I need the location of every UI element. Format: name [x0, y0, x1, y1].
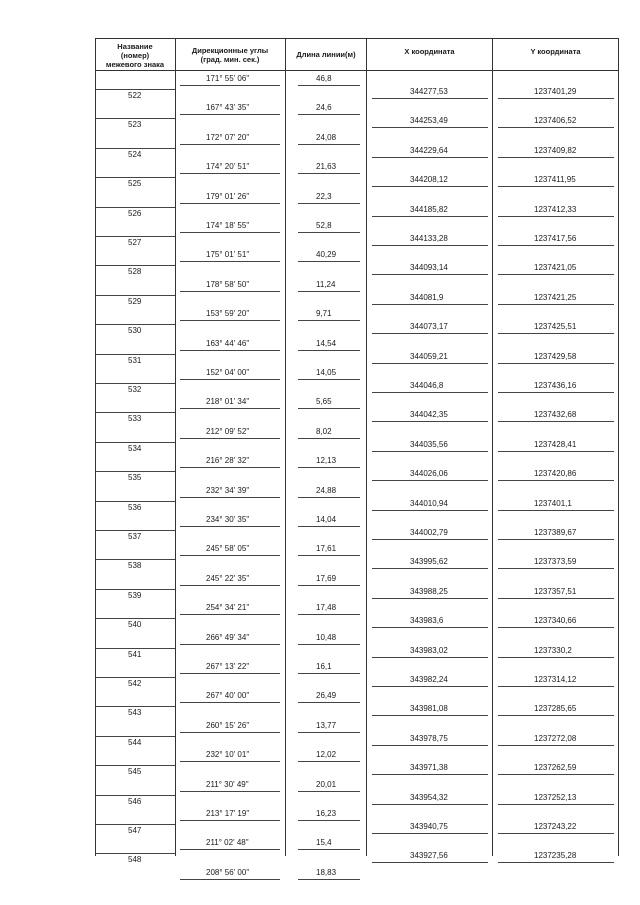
- y-underline: [498, 539, 614, 540]
- header-name-line: Название: [117, 42, 153, 51]
- angle-underline: [180, 203, 280, 204]
- header-x: X координата: [404, 47, 455, 56]
- angle-underline: [180, 526, 280, 527]
- x-underline: [372, 539, 488, 540]
- x-underline: [372, 715, 488, 716]
- angle-underline: [180, 791, 280, 792]
- point-name-cell: 545: [128, 767, 142, 777]
- angle-cell: 232° 10' 01": [206, 750, 250, 760]
- x-underline: [372, 745, 488, 746]
- angle-underline: [180, 849, 280, 850]
- point-name-cell: 543: [128, 708, 142, 718]
- angle-underline: [180, 732, 280, 733]
- x-cell: 344002,79: [410, 528, 448, 537]
- length-cell: 16,23: [316, 809, 337, 818]
- col-border: [618, 38, 619, 856]
- y-underline: [498, 480, 614, 481]
- length-underline: [298, 350, 360, 351]
- length-underline: [298, 526, 360, 527]
- length-cell: 46,8: [316, 74, 332, 83]
- x-underline: [372, 862, 488, 863]
- angle-underline: [180, 702, 280, 703]
- angle-cell: 254° 34' 21": [206, 603, 250, 613]
- x-cell: 344185,82: [410, 204, 448, 214]
- length-underline: [298, 438, 360, 439]
- x-underline: [372, 421, 488, 422]
- x-underline: [372, 98, 488, 99]
- x-cell: 344133,28: [410, 234, 448, 243]
- length-cell: 9,71: [316, 309, 332, 319]
- y-cell: 1237401,29: [534, 87, 577, 96]
- name-separator: [96, 471, 175, 472]
- length-underline: [298, 291, 360, 292]
- length-underline: [298, 820, 360, 821]
- name-separator: [96, 853, 175, 854]
- x-cell: 343927,56: [410, 851, 448, 861]
- point-name-cell: 525: [128, 179, 142, 189]
- y-cell: 1237428,41: [534, 439, 577, 449]
- angle-underline: [180, 320, 280, 321]
- table-top-border: [95, 38, 618, 39]
- x-underline: [372, 333, 488, 334]
- y-underline: [498, 745, 614, 746]
- name-separator: [96, 706, 175, 707]
- length-cell: 24,08: [316, 132, 337, 142]
- y-cell: 1237243,22: [534, 822, 577, 831]
- name-separator: [96, 148, 175, 149]
- header-name-line: (номер): [120, 51, 150, 60]
- angle-underline: [180, 761, 280, 762]
- length-cell: 12,13: [316, 456, 337, 466]
- length-cell: 5,65: [316, 397, 332, 407]
- name-separator: [96, 648, 175, 649]
- point-name-cell: 522: [128, 91, 142, 100]
- name-separator: [96, 501, 175, 502]
- point-name-cell: 540: [128, 620, 142, 630]
- y-cell: 1237373,59: [534, 557, 577, 567]
- point-name-cell: 537: [128, 532, 142, 541]
- y-cell: 1237406,52: [534, 116, 577, 126]
- point-name-cell: 529: [128, 296, 142, 306]
- angle-underline: [180, 585, 280, 586]
- angle-underline: [180, 114, 280, 115]
- length-cell: 17,48: [316, 603, 337, 613]
- point-name-cell: 542: [128, 679, 142, 688]
- x-underline: [372, 598, 488, 599]
- angle-cell: 163° 44' 46": [206, 338, 250, 348]
- y-cell: 1237417,56: [534, 234, 577, 243]
- name-separator: [96, 412, 175, 413]
- y-cell: 1237421,05: [534, 263, 577, 273]
- y-underline: [498, 774, 614, 775]
- point-name-cell: 530: [128, 326, 142, 336]
- name-separator: [96, 118, 175, 119]
- name-separator: [96, 765, 175, 766]
- name-separator: [96, 736, 175, 737]
- y-underline: [498, 304, 614, 305]
- length-cell: 14,05: [316, 368, 337, 377]
- y-underline: [498, 686, 614, 687]
- length-underline: [298, 879, 360, 880]
- x-cell: 343978,75: [410, 733, 448, 743]
- header-angles: [176, 46, 284, 64]
- point-name-cell: 531: [128, 355, 142, 365]
- length-cell: 26,49: [316, 691, 337, 701]
- x-underline: [372, 157, 488, 158]
- angle-cell: 212° 09' 52": [206, 426, 250, 436]
- y-cell: 1237262,59: [534, 763, 577, 773]
- point-name-cell: 548: [128, 855, 142, 865]
- x-cell: 344026,06: [410, 469, 448, 479]
- x-cell: 344046,8: [410, 381, 444, 390]
- x-underline: [372, 304, 488, 305]
- length-underline: [298, 555, 360, 556]
- y-underline: [498, 274, 614, 275]
- x-cell: 343971,38: [410, 763, 448, 773]
- x-underline: [372, 274, 488, 275]
- y-underline: [498, 363, 614, 364]
- y-underline: [498, 127, 614, 128]
- length-underline: [298, 203, 360, 204]
- x-underline: [372, 127, 488, 128]
- length-cell: 22,3: [316, 191, 332, 201]
- length-cell: 10,48: [316, 632, 337, 642]
- header-angles-line: (град. мин. сек.): [200, 55, 260, 64]
- angle-underline: [180, 408, 280, 409]
- name-separator: [96, 324, 175, 325]
- point-name-cell: 534: [128, 443, 142, 453]
- name-separator: [96, 354, 175, 355]
- angle-underline: [180, 350, 280, 351]
- x-cell: 344059,21: [410, 351, 448, 361]
- x-underline: [372, 451, 488, 452]
- length-underline: [298, 849, 360, 850]
- length-underline: [298, 673, 360, 674]
- length-underline: [298, 761, 360, 762]
- y-cell: 1237314,12: [534, 675, 577, 684]
- point-name-cell: 546: [128, 796, 142, 806]
- angle-cell: 266° 49' 34": [206, 632, 250, 642]
- name-separator: [96, 207, 175, 208]
- y-underline: [498, 245, 614, 246]
- x-underline: [372, 392, 488, 393]
- point-name-cell: 539: [128, 590, 142, 600]
- header-name: [96, 42, 174, 69]
- length-underline: [298, 791, 360, 792]
- angle-cell: 174° 20' 51": [206, 162, 250, 172]
- x-cell: 343995,62: [410, 557, 448, 567]
- y-cell: 1237252,13: [534, 792, 577, 802]
- name-separator: [96, 795, 175, 796]
- y-underline: [498, 568, 614, 569]
- y-underline: [498, 598, 614, 599]
- length-cell: 8,02: [316, 426, 332, 436]
- angle-cell: 245° 22' 35": [206, 573, 250, 583]
- angle-cell: 172° 07' 20": [206, 132, 250, 142]
- name-separator: [96, 677, 175, 678]
- angle-cell: 174° 18' 55": [206, 221, 250, 230]
- y-cell: 1237340,66: [534, 616, 577, 626]
- angle-underline: [180, 379, 280, 380]
- x-cell: 344081,9: [410, 292, 444, 302]
- x-underline: [372, 774, 488, 775]
- angle-cell: 245° 58' 05": [206, 544, 250, 554]
- x-cell: 343981,08: [410, 704, 448, 714]
- x-cell: 344277,53: [410, 87, 448, 96]
- x-cell: 344093,14: [410, 263, 448, 273]
- angle-cell: 267° 13' 22": [206, 662, 250, 671]
- angle-underline: [180, 644, 280, 645]
- angle-underline: [180, 144, 280, 145]
- length-underline: [298, 614, 360, 615]
- header-length: Длина линии(м): [296, 50, 356, 59]
- length-cell: 18,83: [316, 867, 337, 877]
- angle-cell: 152° 04' 00": [206, 368, 250, 377]
- length-cell: 15,4: [316, 838, 332, 848]
- y-underline: [498, 862, 614, 863]
- y-cell: 1237389,67: [534, 528, 577, 537]
- x-cell: 344042,35: [410, 410, 448, 420]
- x-underline: [372, 480, 488, 481]
- name-separator: [96, 559, 175, 560]
- x-cell: 344010,94: [410, 498, 448, 508]
- length-underline: [298, 732, 360, 733]
- angle-cell: 260° 15' 26": [206, 720, 250, 730]
- name-separator: [96, 442, 175, 443]
- header-y: Y координата: [530, 47, 581, 56]
- x-underline: [372, 568, 488, 569]
- angle-cell: 218° 01' 34": [206, 397, 250, 407]
- length-cell: 14,54: [316, 338, 337, 348]
- length-cell: 17,61: [316, 544, 337, 554]
- angle-underline: [180, 555, 280, 556]
- y-underline: [498, 715, 614, 716]
- y-cell: 1237272,08: [534, 733, 577, 743]
- y-cell: 1237420,86: [534, 469, 577, 479]
- length-cell: 24,6: [316, 103, 332, 113]
- x-cell: 343954,32: [410, 792, 448, 802]
- length-underline: [298, 585, 360, 586]
- length-cell: 17,69: [316, 573, 337, 583]
- point-name-cell: 527: [128, 238, 142, 247]
- y-underline: [498, 627, 614, 628]
- x-underline: [372, 804, 488, 805]
- x-underline: [372, 245, 488, 246]
- x-underline: [372, 657, 488, 658]
- length-cell: 52,8: [316, 221, 332, 230]
- x-cell: 343940,75: [410, 822, 448, 831]
- length-underline: [298, 644, 360, 645]
- name-separator: [96, 295, 175, 296]
- y-underline: [498, 833, 614, 834]
- length-cell: 40,29: [316, 250, 337, 260]
- y-cell: 1237412,33: [534, 204, 577, 214]
- y-cell: 1237357,51: [534, 586, 577, 596]
- col-border: [175, 38, 176, 856]
- name-separator: [96, 236, 175, 237]
- x-underline: [372, 686, 488, 687]
- name-separator: [96, 824, 175, 825]
- length-cell: 11,24: [316, 279, 336, 289]
- angle-underline: [180, 497, 280, 498]
- length-underline: [298, 85, 360, 86]
- angle-cell: 178° 58' 50": [206, 279, 250, 289]
- y-cell: 1237425,51: [534, 322, 577, 332]
- length-cell: 21,63: [316, 162, 337, 172]
- y-cell: 1237285,65: [534, 704, 577, 714]
- col-border: [492, 38, 493, 856]
- x-cell: 343983,6: [410, 616, 444, 626]
- length-cell: 12,02: [316, 750, 337, 760]
- x-underline: [372, 216, 488, 217]
- y-underline: [498, 392, 614, 393]
- point-name-cell: 524: [128, 149, 142, 159]
- angle-underline: [180, 232, 280, 233]
- point-name-cell: 541: [128, 649, 142, 659]
- length-cell: 20,01: [316, 779, 337, 789]
- point-name-cell: 538: [128, 561, 142, 571]
- y-underline: [498, 804, 614, 805]
- x-underline: [372, 833, 488, 834]
- length-underline: [298, 173, 360, 174]
- length-cell: 16,1: [316, 662, 332, 671]
- name-separator: [96, 589, 175, 590]
- y-cell: 1237436,16: [534, 381, 577, 390]
- y-cell: 1237432,68: [534, 410, 577, 420]
- y-underline: [498, 216, 614, 217]
- point-name-cell: 547: [128, 826, 142, 835]
- y-underline: [498, 657, 614, 658]
- angle-cell: 208° 56' 00": [206, 867, 250, 877]
- angle-cell: 175° 01' 51": [206, 250, 250, 260]
- point-name-cell: 528: [128, 267, 142, 277]
- angle-underline: [180, 820, 280, 821]
- length-cell: 14,04: [316, 515, 337, 524]
- x-cell: 343982,24: [410, 675, 448, 684]
- y-cell: 1237235,28: [534, 851, 577, 861]
- x-cell: 344208,12: [410, 175, 448, 185]
- header-bottom-border: [95, 70, 618, 71]
- x-cell: 343988,25: [410, 586, 448, 596]
- y-underline: [498, 333, 614, 334]
- length-cell: 13,77: [316, 720, 337, 730]
- x-cell: 344035,56: [410, 439, 448, 449]
- y-cell: 1237330,2: [534, 645, 572, 655]
- y-underline: [498, 98, 614, 99]
- point-name-cell: 535: [128, 473, 142, 483]
- length-underline: [298, 467, 360, 468]
- length-underline: [298, 144, 360, 145]
- header-angles-line: Дирекционные углы: [191, 46, 269, 55]
- x-cell: 344073,17: [410, 322, 448, 332]
- length-underline: [298, 320, 360, 321]
- y-cell: 1237421,25: [534, 292, 577, 302]
- angle-cell: 211° 30' 49": [206, 779, 249, 789]
- point-name-cell: 526: [128, 208, 142, 218]
- angle-cell: 232° 34' 39": [206, 485, 250, 495]
- length-cell: 24,88: [316, 485, 337, 495]
- y-cell: 1237411,95: [534, 175, 576, 185]
- y-underline: [498, 421, 614, 422]
- angle-underline: [180, 291, 280, 292]
- name-separator: [96, 89, 175, 90]
- length-underline: [298, 702, 360, 703]
- header-name-line: межевого знака: [105, 60, 165, 69]
- point-name-cell: 523: [128, 120, 142, 130]
- angle-underline: [180, 85, 280, 86]
- y-underline: [498, 451, 614, 452]
- x-cell: 344253,49: [410, 116, 448, 126]
- x-cell: 343983,02: [410, 645, 448, 655]
- name-separator: [96, 383, 175, 384]
- y-cell: 1237401,1: [534, 498, 572, 508]
- length-underline: [298, 408, 360, 409]
- y-cell: 1237429,58: [534, 351, 577, 361]
- angle-underline: [180, 879, 280, 880]
- col-border: [95, 38, 96, 856]
- length-underline: [298, 114, 360, 115]
- angle-cell: 211° 02' 48": [206, 838, 249, 848]
- x-underline: [372, 186, 488, 187]
- col-border: [285, 38, 286, 856]
- y-underline: [498, 186, 614, 187]
- angle-cell: 213° 17' 19": [206, 809, 250, 818]
- angle-cell: 153° 59' 20": [206, 309, 250, 319]
- x-underline: [372, 510, 488, 511]
- name-separator: [96, 618, 175, 619]
- length-underline: [298, 232, 360, 233]
- angle-cell: 167° 43' 35": [206, 103, 250, 113]
- x-underline: [372, 627, 488, 628]
- name-separator: [96, 177, 175, 178]
- angle-cell: 179° 01' 26": [206, 191, 250, 201]
- point-name-cell: 532: [128, 385, 142, 394]
- name-separator: [96, 530, 175, 531]
- point-name-cell: 536: [128, 502, 142, 512]
- angle-underline: [180, 614, 280, 615]
- length-underline: [298, 379, 360, 380]
- point-name-cell: 544: [128, 737, 142, 747]
- angle-cell: 216° 28' 32": [206, 456, 250, 466]
- col-border: [366, 38, 367, 856]
- x-cell: 344229,64: [410, 145, 448, 155]
- angle-cell: 267° 40' 00": [206, 691, 250, 701]
- angle-underline: [180, 173, 280, 174]
- name-separator: [96, 265, 175, 266]
- y-cell: 1237409,82: [534, 145, 577, 155]
- angle-cell: 234° 30' 35": [206, 515, 250, 524]
- angle-underline: [180, 261, 280, 262]
- y-underline: [498, 510, 614, 511]
- length-underline: [298, 261, 360, 262]
- length-underline: [298, 497, 360, 498]
- angle-underline: [180, 438, 280, 439]
- angle-underline: [180, 673, 280, 674]
- angle-cell: 171° 55' 06": [206, 74, 250, 83]
- point-name-cell: 533: [128, 414, 142, 424]
- y-underline: [498, 157, 614, 158]
- x-underline: [372, 363, 488, 364]
- angle-underline: [180, 467, 280, 468]
